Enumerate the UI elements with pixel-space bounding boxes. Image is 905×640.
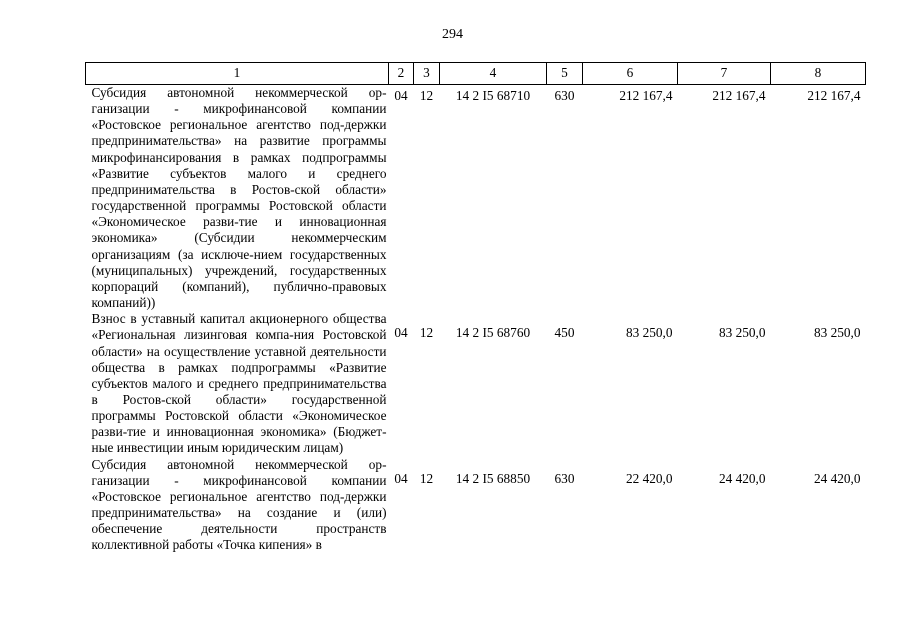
row-amount-col6: 83 250,0 (625, 325, 673, 341)
table-row (86, 457, 866, 554)
row-section-code: 04 (394, 470, 408, 486)
row-description: Субсидия автономной некоммерческой ор-ганизации - микрофинансовой компании «Ростовское региональное агентство под-держки предпринимательства» на создание и (или) обеспечение деятельности пространств коллективной работы «Точка кипения» в (91, 456, 387, 553)
row-subsection-code: 12 (419, 88, 434, 103)
table-row (86, 85, 866, 312)
row-description: Взнос в уставный капитал акционерного общества «Региональная лизинговая компа-ния Ростовской области» на осуществление уставной деятельности общества в рамках подпрограммы «Развитие субъектов малого и среднего предпринимательства в Ростов-ской области» государственной программы Ростовской области «Экономическое разви-тие и инновационная экономика» (Бюджет-ные инвестиции иным юридическим лицам) (91, 311, 387, 456)
row-expense-type: 450 (554, 325, 575, 341)
row-section-code: 04 (394, 325, 408, 341)
row-subsection-code: 12 (419, 470, 434, 486)
header-col-8: 8 (771, 63, 866, 85)
row-amount-col8: 212 167,4 (807, 88, 861, 103)
row-amount-col8: 83 250,0 (813, 325, 861, 341)
header-col-7: 7 (678, 63, 771, 85)
row-subsection-code: 12 (419, 325, 434, 341)
header-col-4: 4 (440, 63, 547, 85)
header-col-3: 3 (414, 63, 440, 85)
row-expense-type: 630 (554, 470, 575, 486)
budget-table (85, 62, 866, 554)
row-expense-type: 630 (554, 88, 575, 103)
row-target-article: 14 2 I5 68850 (455, 470, 531, 486)
row-target-article: 14 2 I5 68710 (455, 88, 531, 103)
row-target-article: 14 2 I5 68760 (455, 325, 531, 341)
header-col-5: 5 (547, 63, 583, 85)
page-number: 294 (442, 27, 463, 42)
row-amount-col6: 22 420,0 (625, 470, 673, 486)
row-amount-col7: 24 420,0 (718, 470, 766, 486)
header-col-1: 1 (86, 63, 389, 85)
row-description: Субсидия автономной некоммерческой ор-ганизации - микрофинансовой компании «Ростовское региональное агентство под-держки предпринимательства» на развитие программы микрофинансирования в рамках подпрограммы «Развитие субъектов малого и среднего предпринимательства в Ростов-ской области» государственной программы Ростовской области «Экономическое разви-тие и инновационная экономика» (Субсидии некоммерческим организациям (за исключе-нием государственных (муниципальных) учреждений, государственных корпораций (компаний), публично-правовых компаний)) (91, 85, 387, 311)
row-amount-col6: 212 167,4 (619, 88, 673, 103)
header-col-6: 6 (583, 63, 678, 85)
table-row (86, 311, 866, 456)
row-amount-col7: 212 167,4 (712, 88, 766, 103)
row-amount-col8: 24 420,0 (813, 470, 861, 486)
row-amount-col7: 83 250,0 (718, 325, 766, 341)
header-col-2: 2 (389, 63, 414, 85)
header-row (86, 63, 866, 85)
row-section-code: 04 (394, 88, 408, 103)
